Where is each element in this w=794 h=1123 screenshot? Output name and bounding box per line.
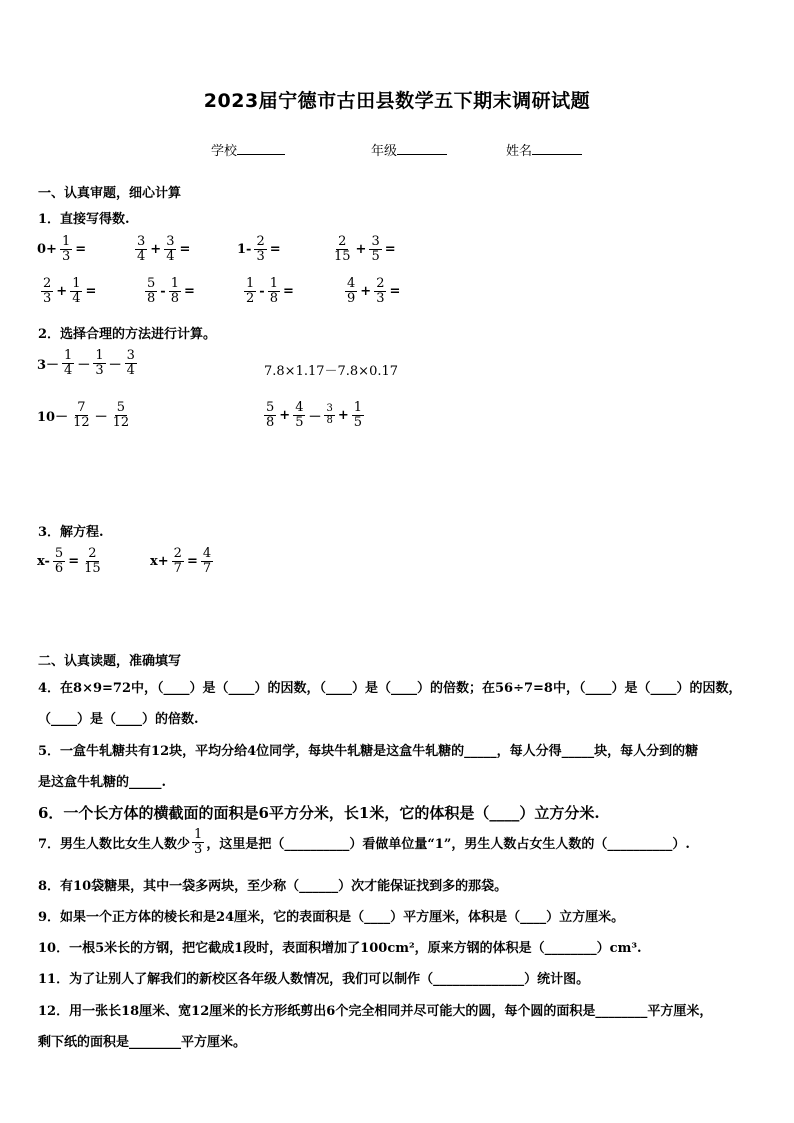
fraction-numerator: 1 bbox=[64, 348, 73, 363]
school-blank[interactable] bbox=[237, 141, 285, 155]
fraction bbox=[53, 547, 65, 575]
fraction bbox=[125, 349, 137, 377]
expr-prefix: 3－ bbox=[37, 357, 60, 373]
fraction bbox=[345, 277, 357, 305]
q12-line1: 12．用一张长18厘米、宽12厘米的长方形纸剪出6个完全相同并尽可能大的圆，每个圆的面积是________平方厘米， bbox=[38, 1004, 713, 1019]
fraction-numerator: 5 bbox=[116, 400, 126, 415]
fraction-numerator: 7 bbox=[77, 400, 86, 415]
q2-expr bbox=[36, 349, 139, 377]
expr-prefix: 1- bbox=[237, 241, 252, 257]
fraction bbox=[82, 547, 103, 575]
q7-line bbox=[38, 828, 690, 856]
fraction-numerator: 3 bbox=[166, 234, 175, 249]
fraction-denominator: 9 bbox=[347, 290, 356, 306]
q4-line2: （____）是（____）的倍数. bbox=[38, 712, 199, 727]
fraction-denominator: 6 bbox=[54, 560, 64, 576]
section-2-heading: 二、认真读题，准确填写 bbox=[38, 654, 182, 669]
q1-expr bbox=[330, 235, 397, 263]
q6-text: 6．一个长方体的横截面的面积是6平方分米，长1米，它的体积是（____）立方分米. bbox=[38, 804, 600, 822]
fraction-numerator: 3 bbox=[371, 234, 380, 249]
fraction-numerator: 3 bbox=[126, 348, 135, 363]
q2-expr bbox=[262, 401, 366, 429]
fraction bbox=[93, 349, 105, 377]
fraction-denominator: 3 bbox=[256, 248, 265, 264]
fraction-denominator: 3 bbox=[95, 362, 104, 378]
q1-expr bbox=[242, 277, 295, 305]
q1-expr bbox=[236, 235, 282, 263]
fraction-denominator: 2 bbox=[246, 290, 255, 306]
q2-label: 2．选择合理的方法进行计算。 bbox=[38, 327, 217, 342]
fraction-denominator: 15 bbox=[334, 248, 351, 264]
fraction bbox=[145, 277, 157, 305]
fraction bbox=[244, 277, 256, 305]
q5-line1: 5．一盒牛轧糖共有12块，平均分给4位同学，每块牛轧糖是这盒牛轧糖的_____，每人分得_____块，每人分到的糖 bbox=[38, 744, 699, 759]
expr-equals: = bbox=[384, 241, 396, 257]
fraction-numerator: 3 bbox=[326, 403, 333, 415]
q11-text: 11．为了让别人了解我们的新校区各年级人数情况，我们可以制作（______________）统计图。 bbox=[38, 972, 590, 987]
fraction-denominator: 4 bbox=[72, 290, 81, 306]
name-blank[interactable] bbox=[532, 141, 582, 155]
fraction bbox=[135, 235, 147, 263]
expr-equals: = bbox=[85, 283, 97, 299]
q5-line2: 是这盒牛轧糖的_____. bbox=[38, 775, 167, 790]
q1-expr bbox=[143, 277, 196, 305]
grade-field[interactable] bbox=[371, 140, 447, 159]
fraction-numerator: 1 bbox=[72, 276, 81, 291]
fraction-numerator: 2 bbox=[256, 234, 265, 249]
q3-expr bbox=[36, 547, 105, 575]
q7-frac-den: 3 bbox=[194, 841, 203, 857]
fraction bbox=[172, 547, 184, 575]
fraction bbox=[268, 277, 280, 305]
q8-text: 8．有10袋糖果，其中一袋多两块，至少称（______）次才能保证找到多的那袋。 bbox=[38, 879, 508, 894]
expr-prefix: x+ bbox=[150, 553, 169, 569]
expr-equals: = bbox=[183, 283, 195, 299]
fraction-numerator: 4 bbox=[202, 546, 212, 561]
fraction-numerator: 3 bbox=[137, 234, 146, 249]
expr-operator: － bbox=[77, 357, 91, 373]
fraction-numerator: 4 bbox=[295, 400, 304, 415]
expr-operator: - bbox=[160, 283, 166, 299]
grade-label: 年级 bbox=[371, 144, 398, 159]
expr-operator: + bbox=[337, 407, 349, 423]
fraction bbox=[369, 235, 381, 263]
q2-expr bbox=[36, 401, 133, 429]
expr-operator: + bbox=[360, 283, 372, 299]
q7-frac-num: 1 bbox=[194, 827, 203, 842]
fraction bbox=[41, 277, 53, 305]
fraction-numerator: 5 bbox=[54, 546, 64, 561]
expr-operator: + bbox=[150, 241, 162, 257]
fraction bbox=[111, 401, 132, 429]
fraction-denominator: 4 bbox=[64, 362, 73, 378]
q1-expr bbox=[133, 235, 191, 263]
q4-line1: 4．在8×9=72中，（____）是（____）的因数，（____）是（____）的倍数；在56÷7=8中，（____）是（____）的因数， bbox=[38, 681, 742, 696]
fraction-numerator: 2 bbox=[173, 546, 182, 561]
fraction-denominator: 8 bbox=[326, 414, 333, 426]
expr-equals: = bbox=[269, 241, 281, 257]
fraction bbox=[332, 235, 353, 263]
fraction-numerator: 1 bbox=[61, 234, 71, 249]
expr-equals: = bbox=[68, 553, 80, 569]
expr-operator: + bbox=[56, 283, 68, 299]
fraction-numerator: 1 bbox=[353, 400, 363, 415]
fraction-numerator: 1 bbox=[246, 276, 255, 291]
fraction-denominator: 7 bbox=[173, 560, 182, 576]
q7-post: ，这里是把（__________）看做单位量“1”，男生人数占女生人数的（__________）. bbox=[206, 836, 690, 852]
fraction-numerator: 2 bbox=[88, 546, 97, 561]
name-field[interactable] bbox=[506, 140, 582, 159]
grade-blank[interactable] bbox=[397, 141, 447, 155]
fraction bbox=[293, 401, 305, 429]
fraction-denominator: 3 bbox=[376, 290, 385, 306]
expr-equals: = bbox=[282, 283, 294, 299]
q9-text: 9．如果一个正方体的棱长和是24厘米，它的表面积是（____）平方厘米，体积是（____）立方厘米。 bbox=[38, 910, 625, 925]
fraction-numerator: 1 bbox=[269, 276, 278, 291]
q1-expr bbox=[36, 235, 87, 263]
q7-pre: 7．男生人数比女生人数少 bbox=[38, 836, 191, 852]
fraction-denominator: 8 bbox=[266, 414, 275, 430]
fraction bbox=[70, 277, 82, 305]
fraction bbox=[62, 349, 74, 377]
fraction-denominator: 12 bbox=[73, 414, 90, 430]
expr-equals: = bbox=[186, 553, 198, 569]
fraction bbox=[254, 235, 266, 263]
fraction bbox=[324, 404, 334, 426]
fraction bbox=[71, 401, 92, 429]
fraction-numerator: 2 bbox=[376, 276, 385, 291]
expr-prefix: 10－ bbox=[37, 409, 69, 425]
fraction-numerator: 2 bbox=[43, 276, 52, 291]
expr-operator: - bbox=[259, 283, 265, 299]
expr-prefix: x- bbox=[37, 553, 50, 569]
fraction-denominator: 4 bbox=[166, 248, 175, 264]
fraction-numerator: 1 bbox=[170, 276, 179, 291]
fraction bbox=[264, 401, 276, 429]
fraction-denominator: 5 bbox=[353, 414, 363, 430]
fraction-numerator: 4 bbox=[347, 276, 356, 291]
fraction-numerator: 5 bbox=[266, 400, 275, 415]
q7-fraction bbox=[192, 828, 204, 856]
fraction-denominator: 8 bbox=[170, 290, 179, 306]
fraction bbox=[164, 235, 176, 263]
q12-line2: 剩下纸的面积是________平方厘米。 bbox=[38, 1035, 247, 1050]
q1-label: 1．直接写得数. bbox=[38, 212, 130, 227]
q3-expr bbox=[149, 547, 215, 575]
fraction-numerator: 2 bbox=[338, 234, 347, 249]
q10-text: 10．一根5米长的方钢，把它截成1段时，表面积增加了100cm²，原来方钢的体积是（________）cm³. bbox=[38, 941, 642, 956]
fraction-denominator: 8 bbox=[269, 290, 278, 306]
fraction-denominator: 5 bbox=[295, 414, 304, 430]
expr-prefix: 0+ bbox=[37, 241, 57, 257]
fraction-denominator: 3 bbox=[43, 290, 52, 306]
fraction-denominator: 7 bbox=[202, 560, 212, 576]
name-label: 姓名 bbox=[506, 144, 533, 159]
expr-operator: + bbox=[279, 407, 291, 423]
q2-expr-text: 7.8×1.17－7.8×0.17 bbox=[264, 364, 399, 379]
fraction-denominator: 4 bbox=[137, 248, 146, 264]
school-field[interactable] bbox=[211, 140, 285, 159]
q3-label: 3．解方程. bbox=[38, 525, 104, 540]
expr-operator: － bbox=[94, 409, 108, 425]
q1-expr bbox=[39, 277, 97, 305]
q1-expr bbox=[343, 277, 401, 305]
fraction-denominator: 5 bbox=[371, 248, 380, 264]
expr-operator: － bbox=[108, 357, 122, 373]
expr-operator: + bbox=[355, 241, 367, 257]
expr-operator: － bbox=[308, 409, 322, 425]
fraction-denominator: 3 bbox=[61, 248, 71, 264]
fraction-denominator: 12 bbox=[112, 414, 130, 430]
fraction bbox=[374, 277, 386, 305]
school-label: 学校 bbox=[211, 144, 238, 159]
section-1-heading: 一、认真审题，细心计算 bbox=[38, 186, 182, 201]
fraction-denominator: 15 bbox=[84, 560, 101, 576]
expr-equals: = bbox=[179, 241, 191, 257]
fraction-denominator: 8 bbox=[147, 290, 156, 306]
fraction bbox=[60, 235, 72, 263]
fraction bbox=[352, 401, 364, 429]
fraction-denominator: 4 bbox=[126, 362, 135, 378]
expr-equals: = bbox=[75, 241, 87, 257]
fraction bbox=[201, 547, 213, 575]
fraction-numerator: 5 bbox=[147, 276, 156, 291]
fraction bbox=[169, 277, 181, 305]
expr-equals: = bbox=[389, 283, 401, 299]
page-title: 2023届宁德市古田县数学五下期末调研试题 bbox=[203, 90, 591, 112]
fraction-numerator: 1 bbox=[95, 348, 104, 363]
